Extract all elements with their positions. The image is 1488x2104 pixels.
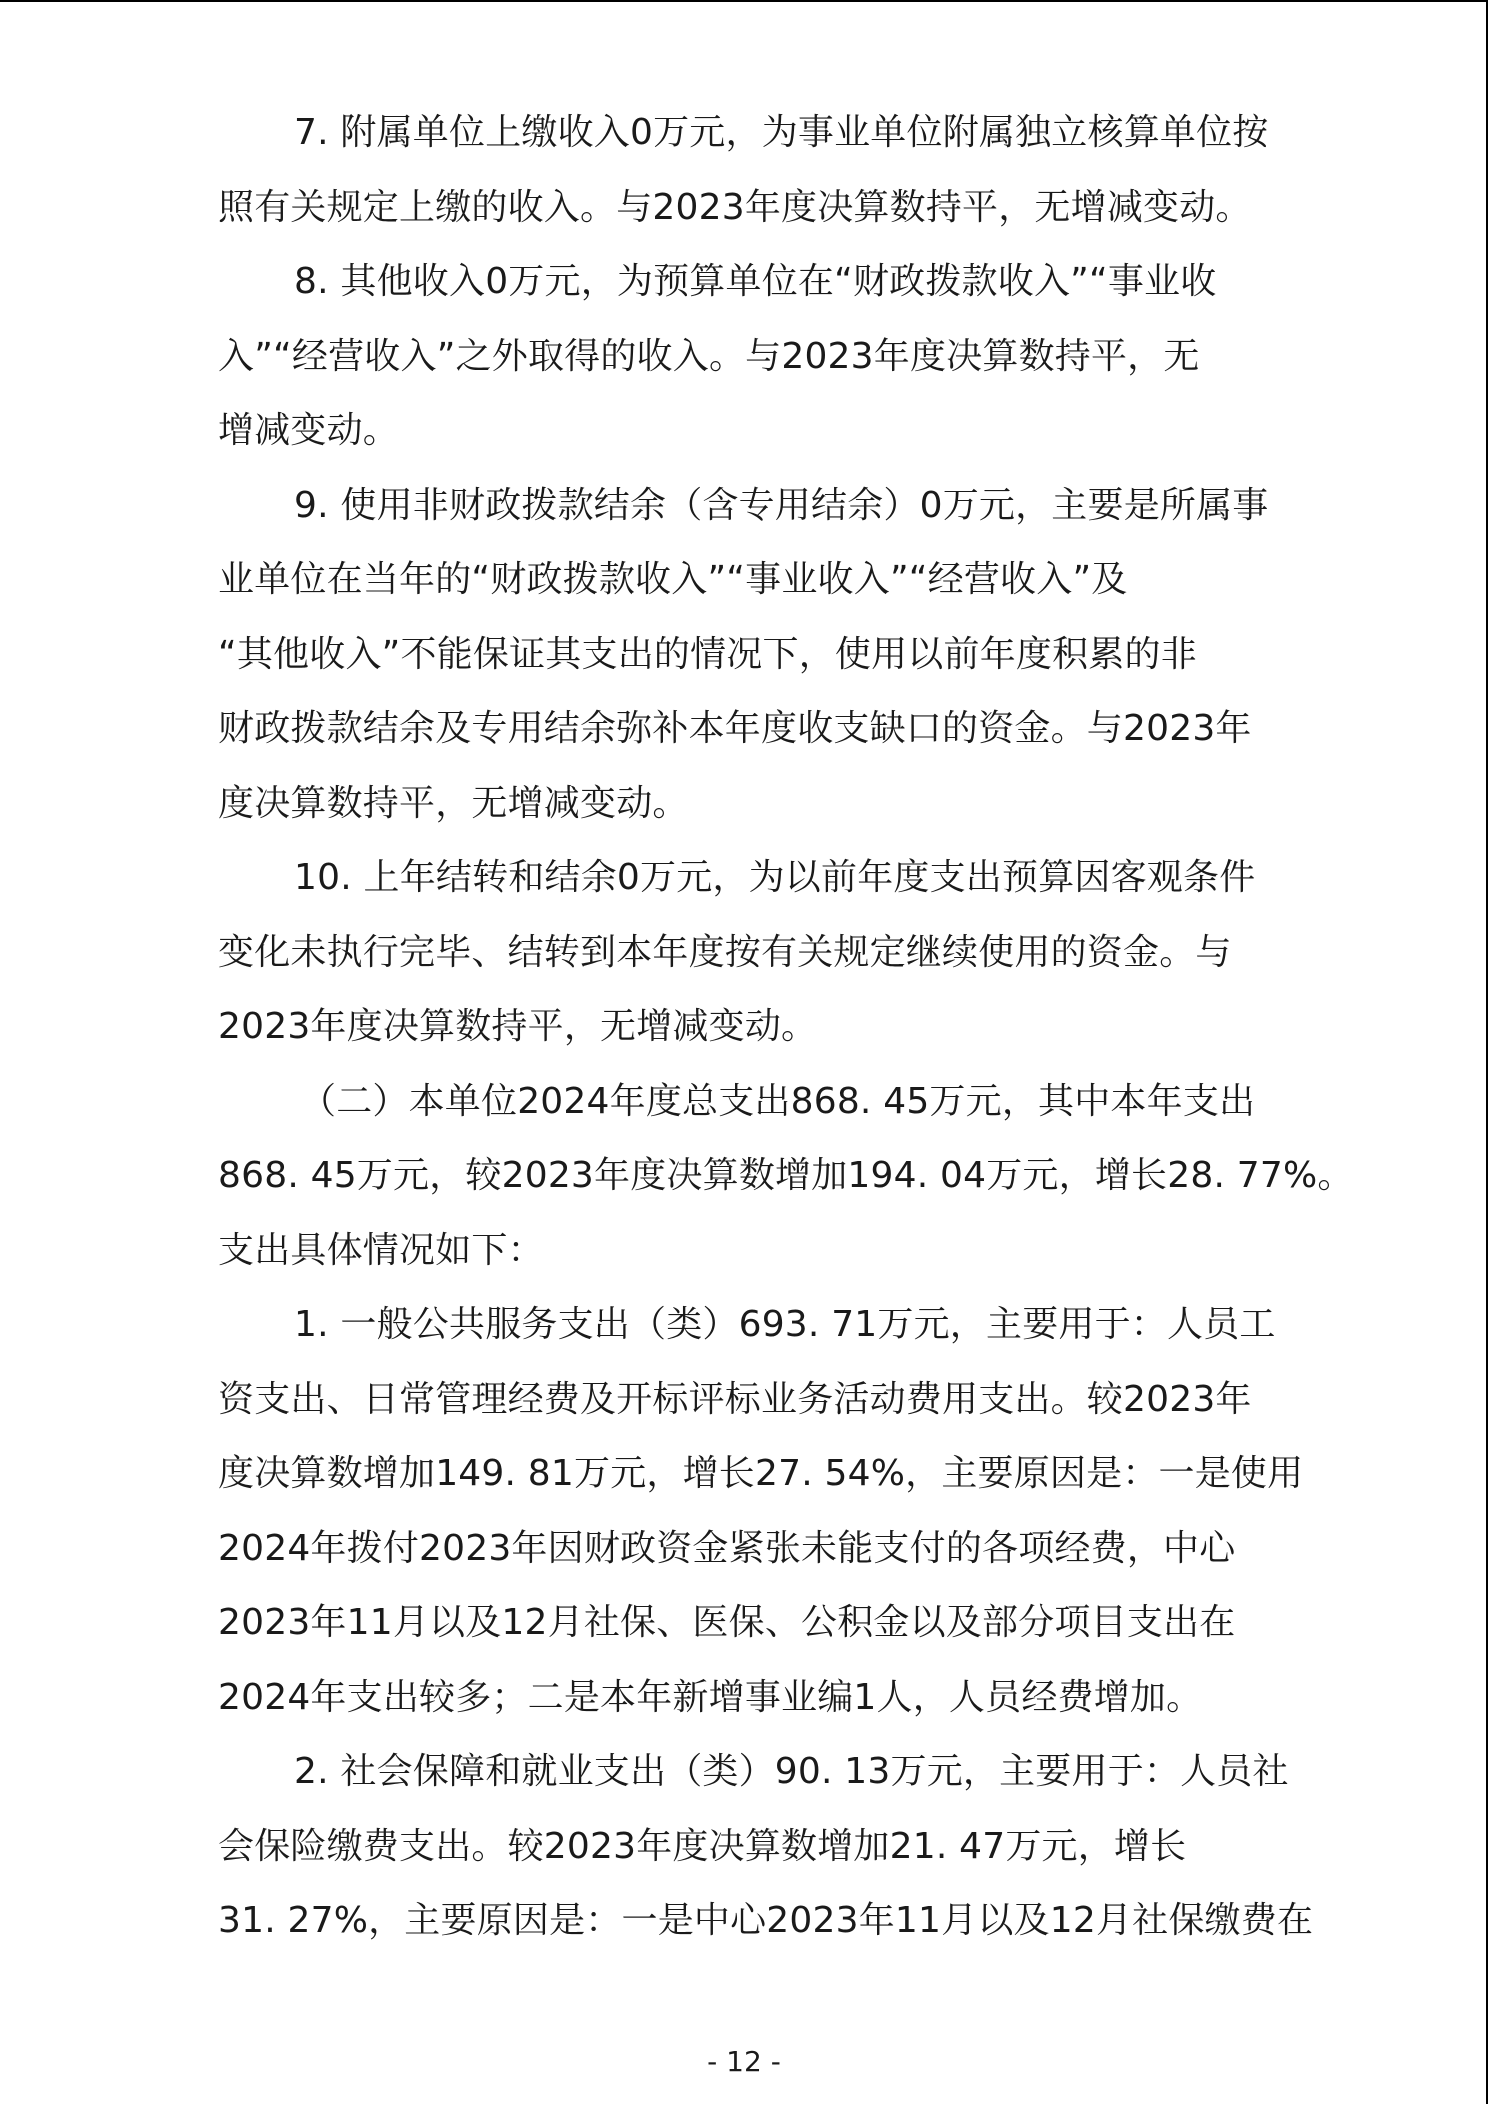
text-line: 8. 其他收入0万元，为预算单位在“财政拨款收入”“事业收	[294, 261, 1217, 302]
text-line: 业单位在当年的“财政拨款收入”“事业收入”“经营收入”及	[218, 559, 1128, 600]
document-body	[218, 96, 1354, 1959]
text-line: 度决算数增加149. 81万元，增长27. 54%，主要原因是：一是使用	[218, 1453, 1304, 1494]
text-line: 财政拨款结余及专用结余弥补本年度收支缺口的资金。与2023年	[218, 708, 1252, 749]
text-line: 照有关规定上缴的收入。与2023年度决算数持平，无增减变动。	[218, 186, 1252, 228]
text-line: 2024年拨付2023年因财政资金紧张未能支付的各项经费，中心	[218, 1527, 1236, 1569]
text-line: 10. 上年结转和结余0万元，为以前年度支出预算因客观条件	[294, 857, 1256, 898]
text-line: 868. 45万元，较2023年度决算数增加194. 04万元，增长28. 77%。	[218, 1155, 1354, 1196]
text-line: 2. 社会保障和就业支出（类）90. 13万元，主要用于：人员社	[294, 1751, 1289, 1792]
text-line: “其他收入”不能保证其支出的情况下，使用以前年度积累的非	[218, 633, 1197, 675]
paragraph-total-expenditure	[218, 1065, 1354, 1289]
paragraph-other-income	[218, 245, 1290, 469]
text-line: 9. 使用非财政拨款结余（含专用结余）0万元，主要是所属事	[294, 484, 1269, 526]
text-line: 7. 附属单位上缴收入0万元，为事业单位附属独立核算单位按	[294, 112, 1269, 153]
text-line: 支出具体情况如下：	[218, 1229, 544, 1271]
text-line: （二）本单位2024年度总支出868. 45万元，其中本年支出	[300, 1080, 1256, 1122]
paragraph-affiliated-income	[218, 96, 1290, 245]
text-line: 度决算数持平，无增减变动。	[218, 782, 689, 824]
text-line: 会保险缴费支出。较2023年度决算数增加21. 47万元，增长	[218, 1825, 1187, 1867]
paragraph-non-fiscal-balance	[218, 469, 1290, 842]
text-line: 2023年11月以及12月社保、医保、公积金以及部分项目支出在	[218, 1602, 1236, 1643]
text-line: 2023年度决算数持平，无增减变动。	[218, 1006, 818, 1047]
text-line: 2024年支出较多；二是本年新增事业编1人，人员经费增加。	[218, 1676, 1203, 1718]
page-border-top	[0, 0, 1488, 2]
paragraph-carryover	[218, 841, 1290, 1065]
text-line: 31. 27%，主要原因是：一是中心2023年11月以及12月社保缴费在	[218, 1900, 1314, 1941]
text-line: 资支出、日常管理经费及开标评标业务活动费用支出。较2023年	[218, 1378, 1252, 1420]
page-number: - 12 -	[707, 2045, 781, 2078]
paragraph-general-public-services	[218, 1288, 1304, 1735]
paragraph-social-security	[218, 1735, 1314, 1959]
text-line: 1. 一般公共服务支出（类）693. 71万元，主要用于：人员工	[294, 1304, 1276, 1345]
text-line: 变化未执行完毕、结转到本年度按有关规定继续使用的资金。与	[218, 931, 1232, 973]
text-line: 入”“经营收入”之外取得的收入。与2023年度决算数持平，无	[218, 335, 1200, 377]
text-line: 增减变动。	[218, 410, 400, 451]
